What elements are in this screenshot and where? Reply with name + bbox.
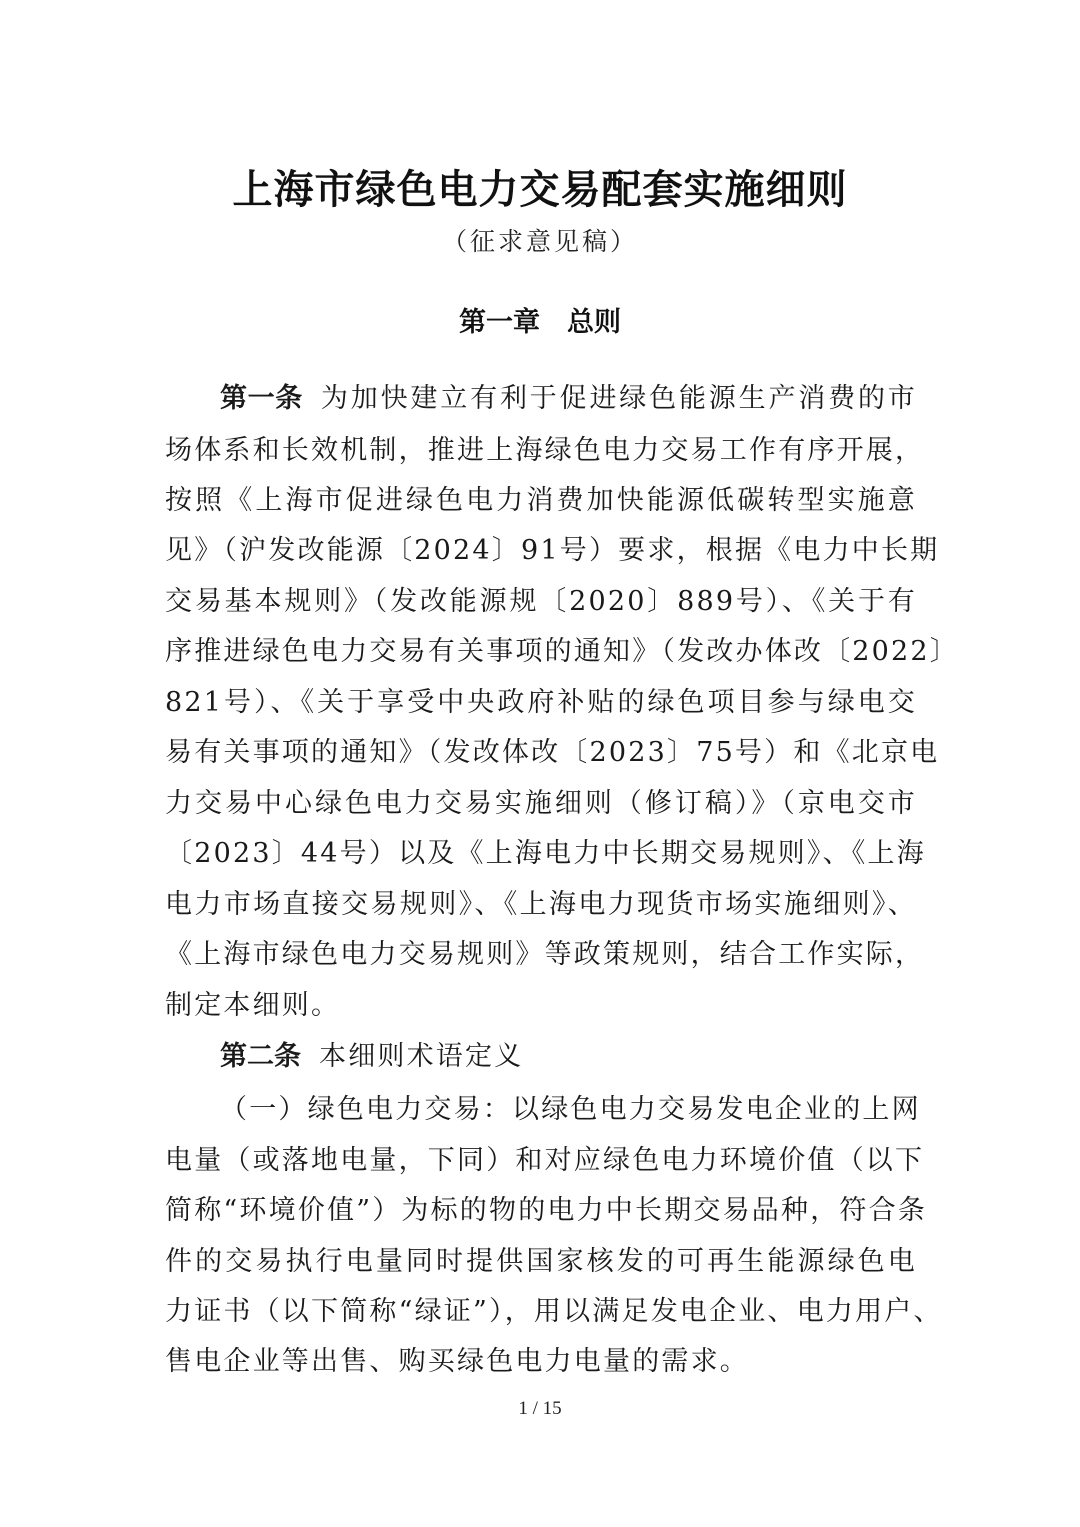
article1-line: 按照《上海市促进绿色电力消费加快能源低碳转型实施意 bbox=[165, 485, 917, 516]
article1-line: 《上海市绿色电力交易规则》等政策规则，结合工作实际， bbox=[165, 939, 925, 970]
article1-line: 〔2023〕44号）以及《上海电力中长期交易规则》、《上海 bbox=[165, 838, 926, 869]
article1-line: 场体系和长效机制，推进上海绿色电力交易工作有序开展， bbox=[165, 435, 925, 466]
article2-line bbox=[220, 1032, 917, 1082]
article1-line: 序推进绿色电力交易有关事项的通知》（发改办体改〔2022〕 bbox=[165, 636, 960, 667]
article1-line: 易有关事项的通知》（发改体改〔2023〕75号）和《北京电 bbox=[165, 737, 940, 768]
item1-line: 电量（或落地电量，下同）和对应绿色电力环境价值（以下 bbox=[165, 1145, 925, 1176]
article2-label: 第二条 bbox=[220, 1041, 301, 1072]
document-title: 上海市绿色电力交易配套实施细则 bbox=[232, 166, 848, 213]
item1-line: 件的交易执行电量同时提供国家核发的可再生能源绿色电 bbox=[165, 1246, 917, 1277]
article1-line: 电力市场直接交易规则》、《上海电力现货市场实施细则》、 bbox=[165, 889, 917, 920]
page-number: 1 / 15 bbox=[518, 1398, 562, 1419]
article1-line: 制定本细则。 bbox=[165, 990, 341, 1021]
article1-line: 交易基本规则》（发改能源规〔2020〕889号）、《关于有 bbox=[165, 586, 917, 617]
article2-text: 本细则术语定义 bbox=[319, 1041, 524, 1072]
item1-line: 售电企业等出售、购买绿色电力电量的需求。 bbox=[165, 1346, 749, 1377]
article1-line: 力交易中心绿色电力交易实施细则（修订稿）》（京电交市 bbox=[165, 788, 917, 819]
item1-line: 简称“环境价值”）为标的物的电力中长期交易品种，符合条 bbox=[165, 1195, 928, 1226]
article1-line bbox=[220, 374, 917, 424]
article1-text: 为加快建立有利于促进绿色能源生产消费的市 bbox=[320, 383, 918, 414]
article1-line: 821号）、《关于享受中央政府补贴的绿色项目参与绿电交 bbox=[165, 687, 917, 718]
document-subtitle: （征求意见稿） bbox=[441, 227, 638, 256]
item1-line: （一）绿色电力交易：以绿色电力交易发电企业的上网 bbox=[220, 1094, 921, 1125]
article1-label: 第一条 bbox=[220, 383, 303, 414]
article1-line: 见》（沪发改能源〔2024〕91号）要求，根据《电力中长期 bbox=[165, 535, 940, 566]
chapter-heading: 第一章 总则 bbox=[459, 307, 621, 338]
item1-line: 力证书（以下简称“绿证”），用以满足发电企业、电力用户、 bbox=[165, 1296, 943, 1327]
